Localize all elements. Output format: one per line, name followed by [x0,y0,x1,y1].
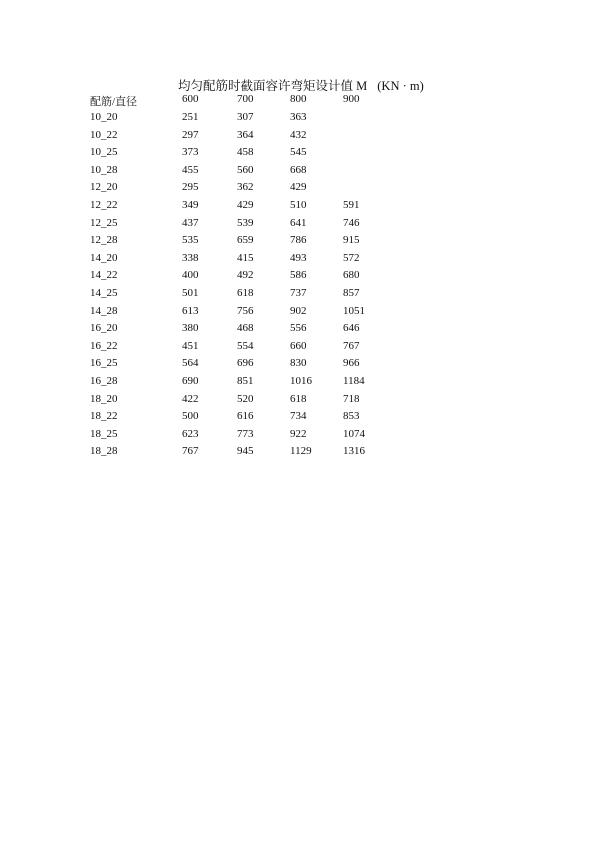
row-label: 16_22 [90,339,118,352]
cell-700: 616 [237,410,254,423]
table-row [0,393,600,409]
cell-800: 510 [290,199,307,211]
cell-900: 853 [343,410,360,423]
cell-700: 554 [237,339,254,352]
row-label: 10_25 [90,146,118,159]
table-title [178,76,424,94]
table-row [0,305,600,321]
cell-700: 756 [237,304,254,317]
table-header-row [0,93,600,109]
cell-700: 429 [237,199,254,211]
cell-800: 902 [290,304,307,317]
cell-700: 539 [237,216,254,229]
cell-800: 586 [290,269,307,282]
row-label: 18_20 [90,392,118,405]
cell-800: 1129 [290,445,312,458]
row-label: 12_25 [90,216,118,229]
cell-900: 857 [343,287,360,299]
table-row [0,111,600,127]
cell-700: 696 [237,357,254,370]
cell-600: 564 [182,357,199,370]
cell-600: 451 [182,339,199,352]
cell-800: 922 [290,427,307,440]
table-row [0,199,600,215]
cell-700: 560 [237,163,254,176]
table-row [0,357,600,373]
row-label: 14_20 [90,251,118,264]
cell-700: 659 [237,234,254,247]
cell-800: 1016 [290,375,312,387]
row-label: 16_28 [90,375,118,387]
cell-700: 415 [237,251,254,264]
table-row [0,181,600,197]
cell-700: 520 [237,392,254,405]
table-row [0,164,600,180]
cell-600: 500 [182,410,199,423]
table-row [0,410,600,426]
cell-800: 660 [290,339,307,352]
table-row [0,269,600,285]
table-row [0,445,600,461]
table-row [0,252,600,268]
cell-800: 668 [290,163,307,176]
row-label: 10_20 [90,111,118,123]
cell-800: 363 [290,111,307,123]
row-label: 18_22 [90,410,118,423]
cell-800: 618 [290,392,307,405]
cell-600: 380 [182,322,199,335]
cell-600: 338 [182,251,199,264]
title-text: 均匀配筋时截面容许弯矩设计值 M [178,79,368,93]
cell-800: 734 [290,410,307,423]
cell-600: 767 [182,445,199,458]
cell-900: 767 [343,339,360,352]
cell-900: 646 [343,322,360,335]
cell-800: 830 [290,357,307,370]
row-label: 14_28 [90,304,118,317]
cell-600: 251 [182,111,199,123]
cell-700: 307 [237,111,254,123]
row-label: 18_25 [90,427,118,440]
table-row [0,217,600,233]
cell-900: 966 [343,357,360,370]
cell-600: 455 [182,163,199,176]
cell-600: 422 [182,392,199,405]
table-row [0,322,600,338]
header-cell-900: 900 [343,93,360,105]
row-label: 12_28 [90,234,118,247]
cell-900: 746 [343,216,360,229]
cell-800: 432 [290,128,307,141]
cell-900: 1051 [343,304,365,317]
cell-600: 690 [182,375,199,387]
cell-900: 572 [343,251,360,264]
cell-800: 545 [290,146,307,159]
cell-700: 468 [237,322,254,335]
cell-900: 718 [343,392,360,405]
row-label: 10_22 [90,128,118,141]
cell-700: 851 [237,375,254,387]
cell-800: 556 [290,322,307,335]
cell-700: 618 [237,287,254,299]
cell-800: 737 [290,287,307,299]
row-label: 18_28 [90,445,118,458]
row-label: 14_25 [90,287,118,299]
table-row [0,146,600,162]
cell-600: 373 [182,146,199,159]
cell-600: 535 [182,234,199,247]
cell-700: 773 [237,427,254,440]
cell-700: 458 [237,146,254,159]
cell-700: 364 [237,128,254,141]
cell-600: 295 [182,181,199,194]
table-row [0,287,600,303]
header-cell-reinforcement: 配筋/直径 [90,96,138,108]
cell-800: 641 [290,216,307,229]
cell-600: 400 [182,269,199,282]
table-row [0,428,600,444]
cell-700: 945 [237,445,254,458]
table-row [0,340,600,356]
row-label: 10_28 [90,163,118,176]
cell-900: 591 [343,199,360,211]
table-row [0,375,600,391]
cell-700: 362 [237,181,254,194]
row-label: 12_22 [90,199,118,211]
header-cell-700: 700 [237,93,254,105]
cell-600: 501 [182,287,199,299]
row-label: 12_20 [90,181,118,194]
cell-800: 493 [290,251,307,264]
row-label: 14_22 [90,269,118,282]
row-label: 16_20 [90,322,118,335]
cell-600: 297 [182,128,199,141]
cell-900: 1074 [343,427,365,440]
table-row [0,234,600,250]
header-cell-800: 800 [290,93,307,105]
row-label: 16_25 [90,357,118,370]
cell-900: 1316 [343,445,365,458]
cell-900: 915 [343,234,360,247]
cell-600: 437 [182,216,199,229]
cell-800: 429 [290,181,307,194]
cell-600: 613 [182,304,199,317]
table-row [0,129,600,145]
cell-900: 1184 [343,375,365,387]
header-cell-600: 600 [182,93,199,105]
cell-800: 786 [290,234,307,247]
cell-600: 349 [182,199,199,211]
cell-900: 680 [343,269,360,282]
cell-600: 623 [182,427,199,440]
title-unit: (KN · m) [377,79,424,93]
cell-700: 492 [237,269,254,282]
